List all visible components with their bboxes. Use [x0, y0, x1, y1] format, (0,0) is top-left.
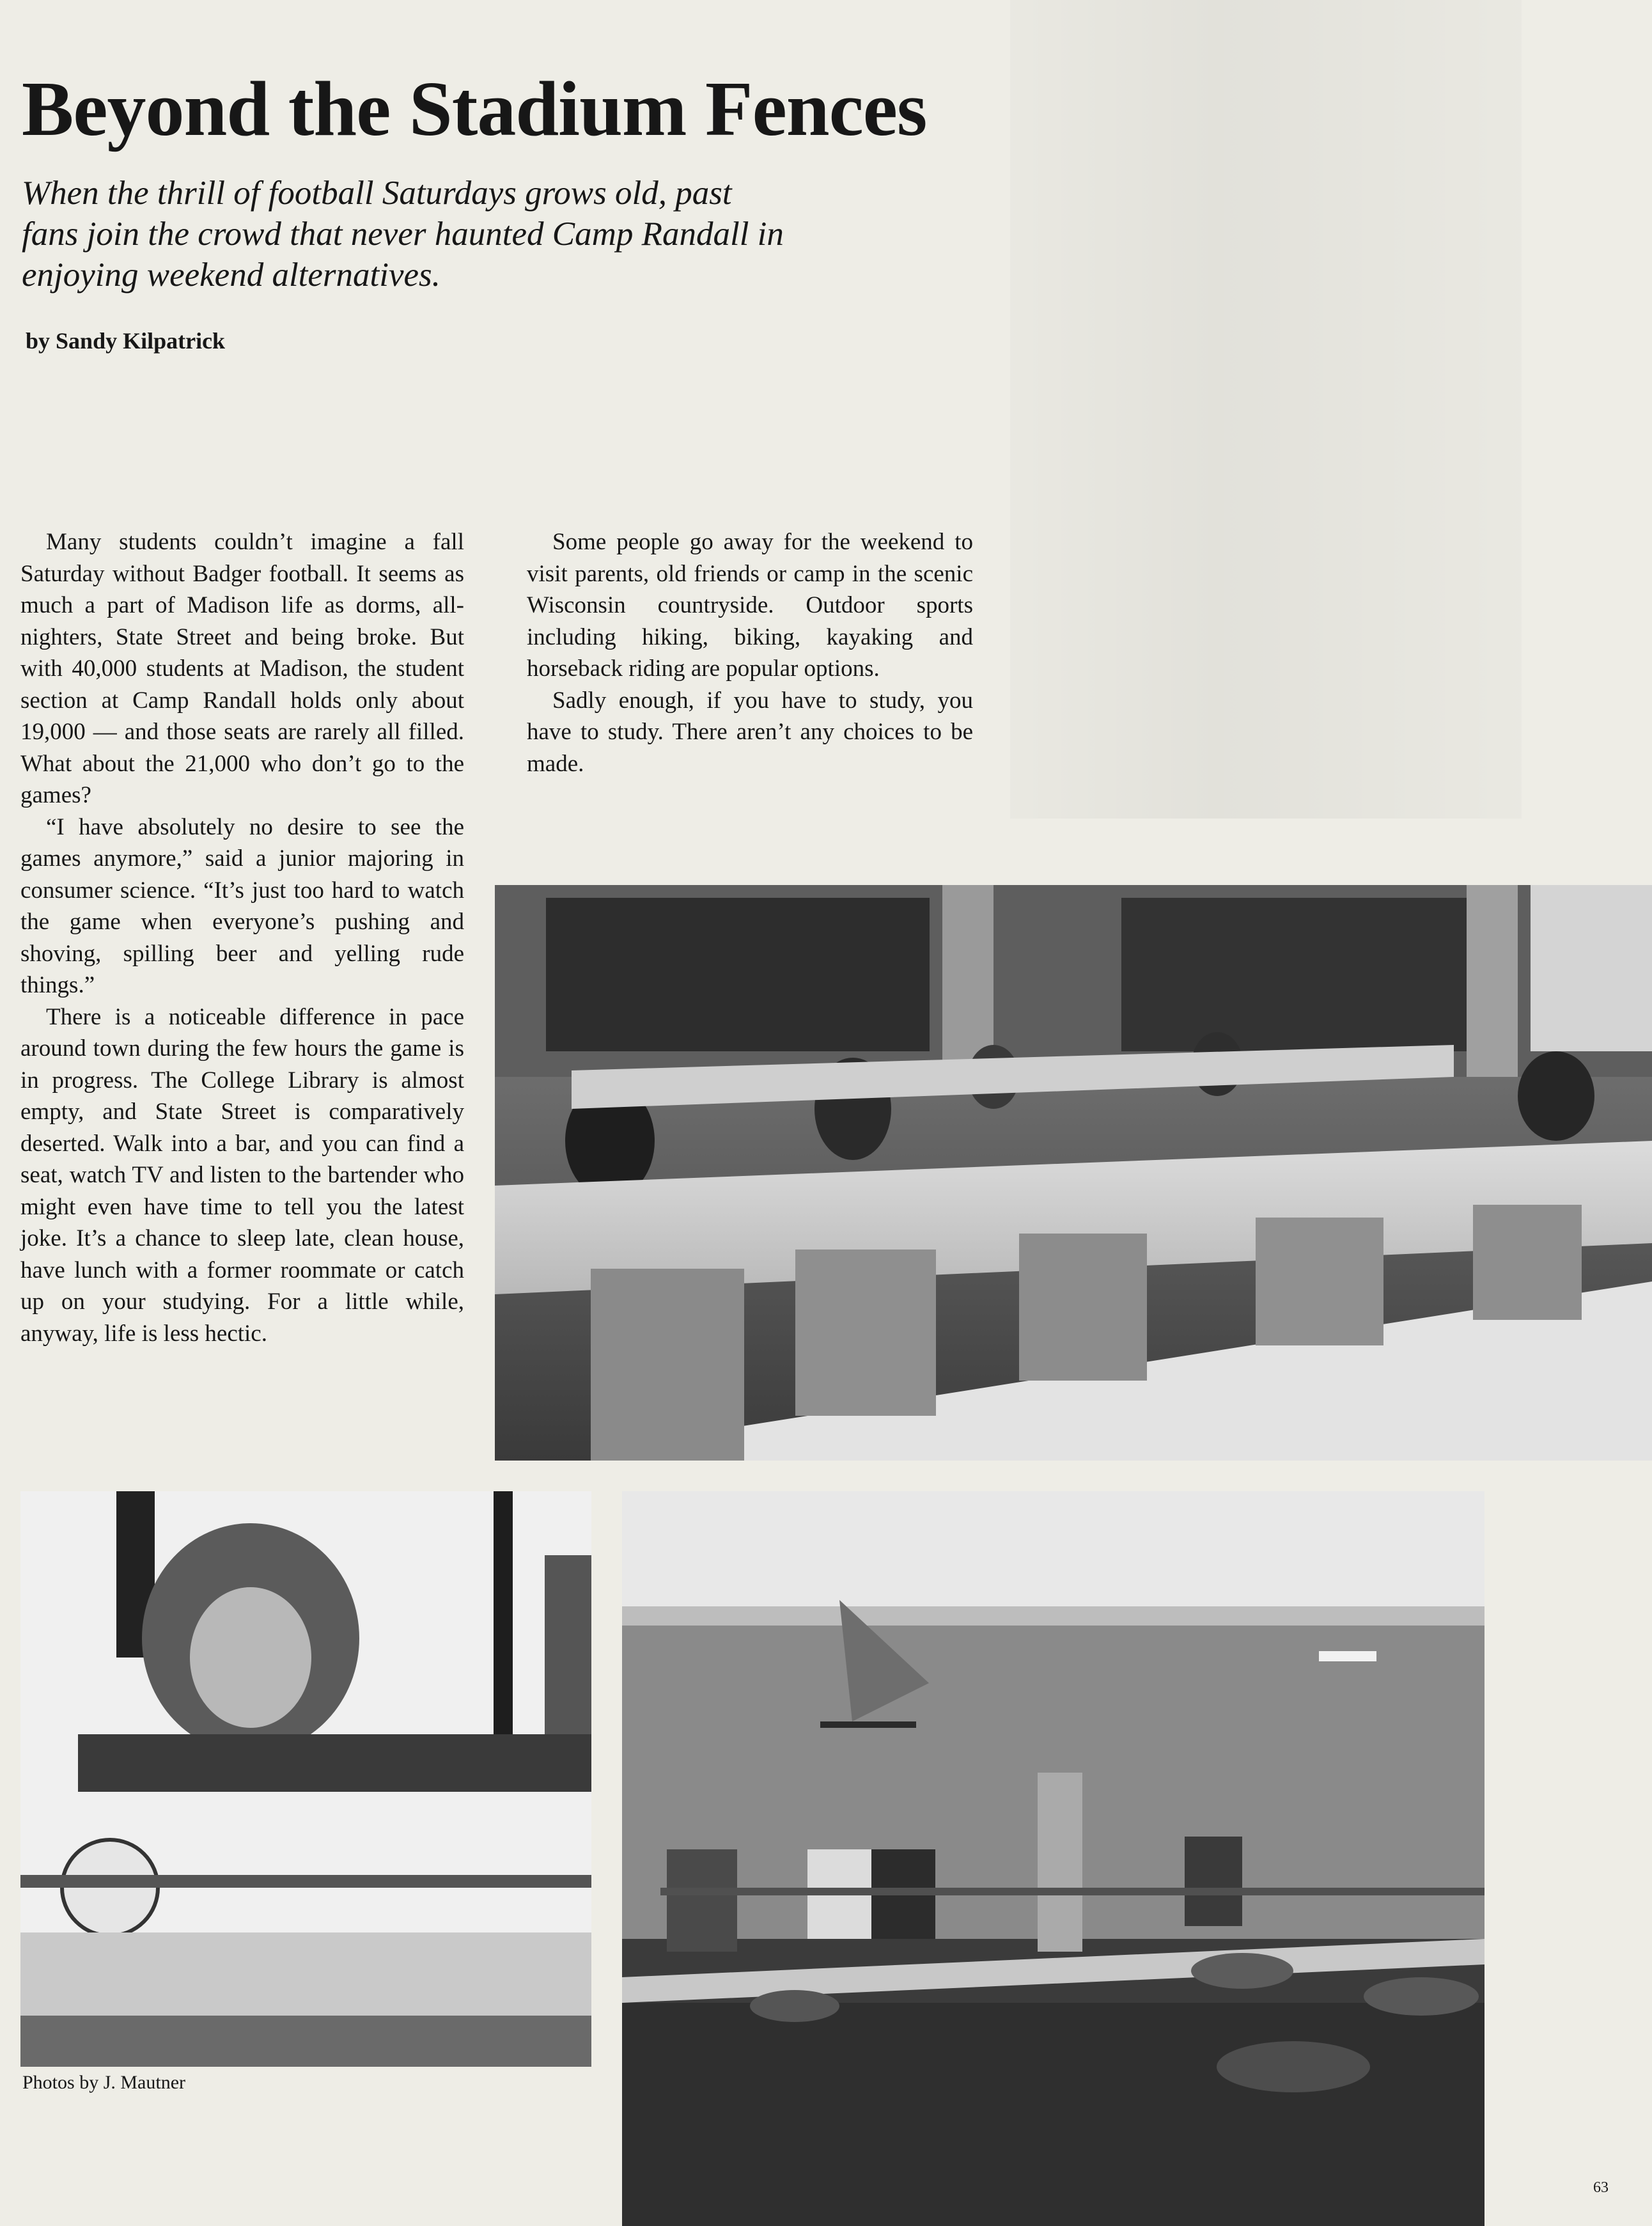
- body-column-1: [20, 526, 464, 1349]
- facing-page-bleed: [1010, 0, 1522, 819]
- body-column-2: [527, 526, 973, 780]
- article-deck: When the thrill of football Saturdays grows old, past fans join the crowd that never haunted Camp Randall in enjoying weekend alternatives.: [22, 175, 784, 294]
- body-paragraph: Some people go away for the weekend to visit parents, old friends or camp in the scenic Wisconsin countryside. Outdoor sports including hiking, biking, kayaking and horseback riding are popular options.: [527, 529, 973, 682]
- byline: by Sandy Kilpatrick: [26, 328, 226, 354]
- body-paragraph: There is a noticeable difference in pace around town during the few hours the game is in progress. The College Library is almost empty, and State Street is comparatively deserted. Walk into a bar, and you can find a seat, watch TV and listen to the bartender who might even have time to tell you the latest joke. It’s a chance to sleep late, clean house, have lunch with a former roommate or catch up on your studying. For a little while, anyway, life is less hectic.: [20, 1003, 464, 1347]
- lakeshore-photo: [622, 1491, 1484, 2226]
- article-title: Beyond the Stadium Fences: [22, 66, 927, 152]
- body-paragraph: “I have absolutely no desire to see the games anymore,” said a junior majoring in consumer science. “It’s just too hard to watch the game when everyone’s pushing and shoving, spilling beer and yelling rude things.”: [20, 813, 464, 998]
- clothing-rack-photo: [20, 1491, 591, 2067]
- page-number: 63: [1593, 2179, 1609, 2196]
- body-paragraph: Sadly enough, if you have to study, you have to study. There aren’t any choices to be made.: [527, 687, 973, 777]
- body-paragraph: Many students couldn’t imagine a fall Saturday without Badger football. It seems as much a part of Madison life as dorms, all-nighters, State Street and being broke. But with 40,000 students at Madison, the student section at Camp Randall holds only about 19,000 — and those seats are rarely all filled. What about the 21,000 who don’t go to the games?: [20, 529, 464, 808]
- photo-credit: Photos by J. Mautner: [22, 2072, 185, 2093]
- library-study-photo: [495, 885, 1652, 1461]
